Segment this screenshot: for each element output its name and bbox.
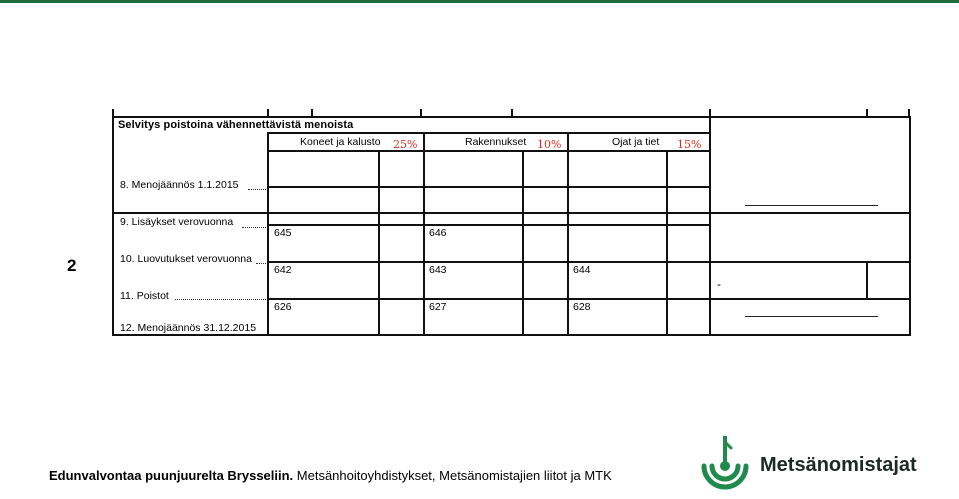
dotted-leader <box>175 299 266 300</box>
logo-text: Metsänomistajat <box>760 454 917 476</box>
field-code: 645 <box>274 227 292 239</box>
side-box-border <box>866 261 868 298</box>
footer-caption <box>49 468 612 483</box>
metsanomistajat-logo <box>694 432 954 494</box>
form-top-border <box>112 116 911 118</box>
dotted-leader <box>248 189 266 190</box>
main-right-border <box>709 116 711 336</box>
col-separator <box>522 150 524 336</box>
footer-normal-text: Metsänhoitoyhdistykset, Metsänomistajien liitot ja MTK <box>293 468 612 483</box>
row-label-additions: 9. Lisäykset verovuonna <box>120 216 234 228</box>
field-code: 644 <box>573 264 591 276</box>
field-code: 646 <box>429 227 447 239</box>
row-line <box>267 298 911 300</box>
row-line <box>267 186 711 188</box>
field-code: 626 <box>274 301 292 313</box>
column-percent-buildings: 10% <box>537 138 562 151</box>
row-line <box>112 212 911 214</box>
row-label-closing-balance: 12. Menojäännös 31.12.2015 <box>120 322 257 334</box>
field-code: 628 <box>573 301 591 313</box>
column-label-machinery: Koneet ja kalusto <box>300 136 381 148</box>
forest-owner-logo-icon <box>694 432 756 494</box>
col-separator <box>378 150 380 336</box>
column-percent-machinery: 25% <box>393 138 418 151</box>
side-underline <box>745 205 878 206</box>
field-code: 627 <box>429 301 447 313</box>
dotted-leader <box>242 227 266 228</box>
dash-mark: - <box>717 277 721 291</box>
field-code: 642 <box>274 264 292 276</box>
header-bottom-border <box>267 150 711 152</box>
side-underline <box>745 316 878 317</box>
footer-bold-text: Edunvalvontaa puunjuurelta Brysseliin. <box>49 468 294 483</box>
row-label-depreciation: 11. Poistot <box>120 290 169 302</box>
column-label-buildings: Rakennukset <box>465 136 527 148</box>
column-percent-ditches-roads: 15% <box>677 138 702 151</box>
field-code: 643 <box>429 264 447 276</box>
row-line <box>267 261 911 263</box>
row-label-disposals: 10. Luovutukset verovuonna <box>120 253 252 265</box>
row-label-opening-balance: 8. Menojäännös 1.1.2015 <box>120 179 239 191</box>
form-bottom-border <box>112 334 911 336</box>
section-number: 2 <box>67 256 77 275</box>
col-separator <box>567 132 569 336</box>
dotted-leader <box>256 263 266 264</box>
header-divider <box>267 132 711 134</box>
label-column-border <box>267 132 269 336</box>
col-separator <box>423 132 425 336</box>
form-right-border <box>909 116 911 336</box>
column-label-ditches-roads: Ojat ja tiet <box>612 136 660 148</box>
form-left-border <box>112 116 114 336</box>
form-title: Selvitys poistoina vähennettävistä menoista <box>118 119 354 131</box>
col-separator <box>666 150 668 336</box>
row-line <box>267 224 711 226</box>
